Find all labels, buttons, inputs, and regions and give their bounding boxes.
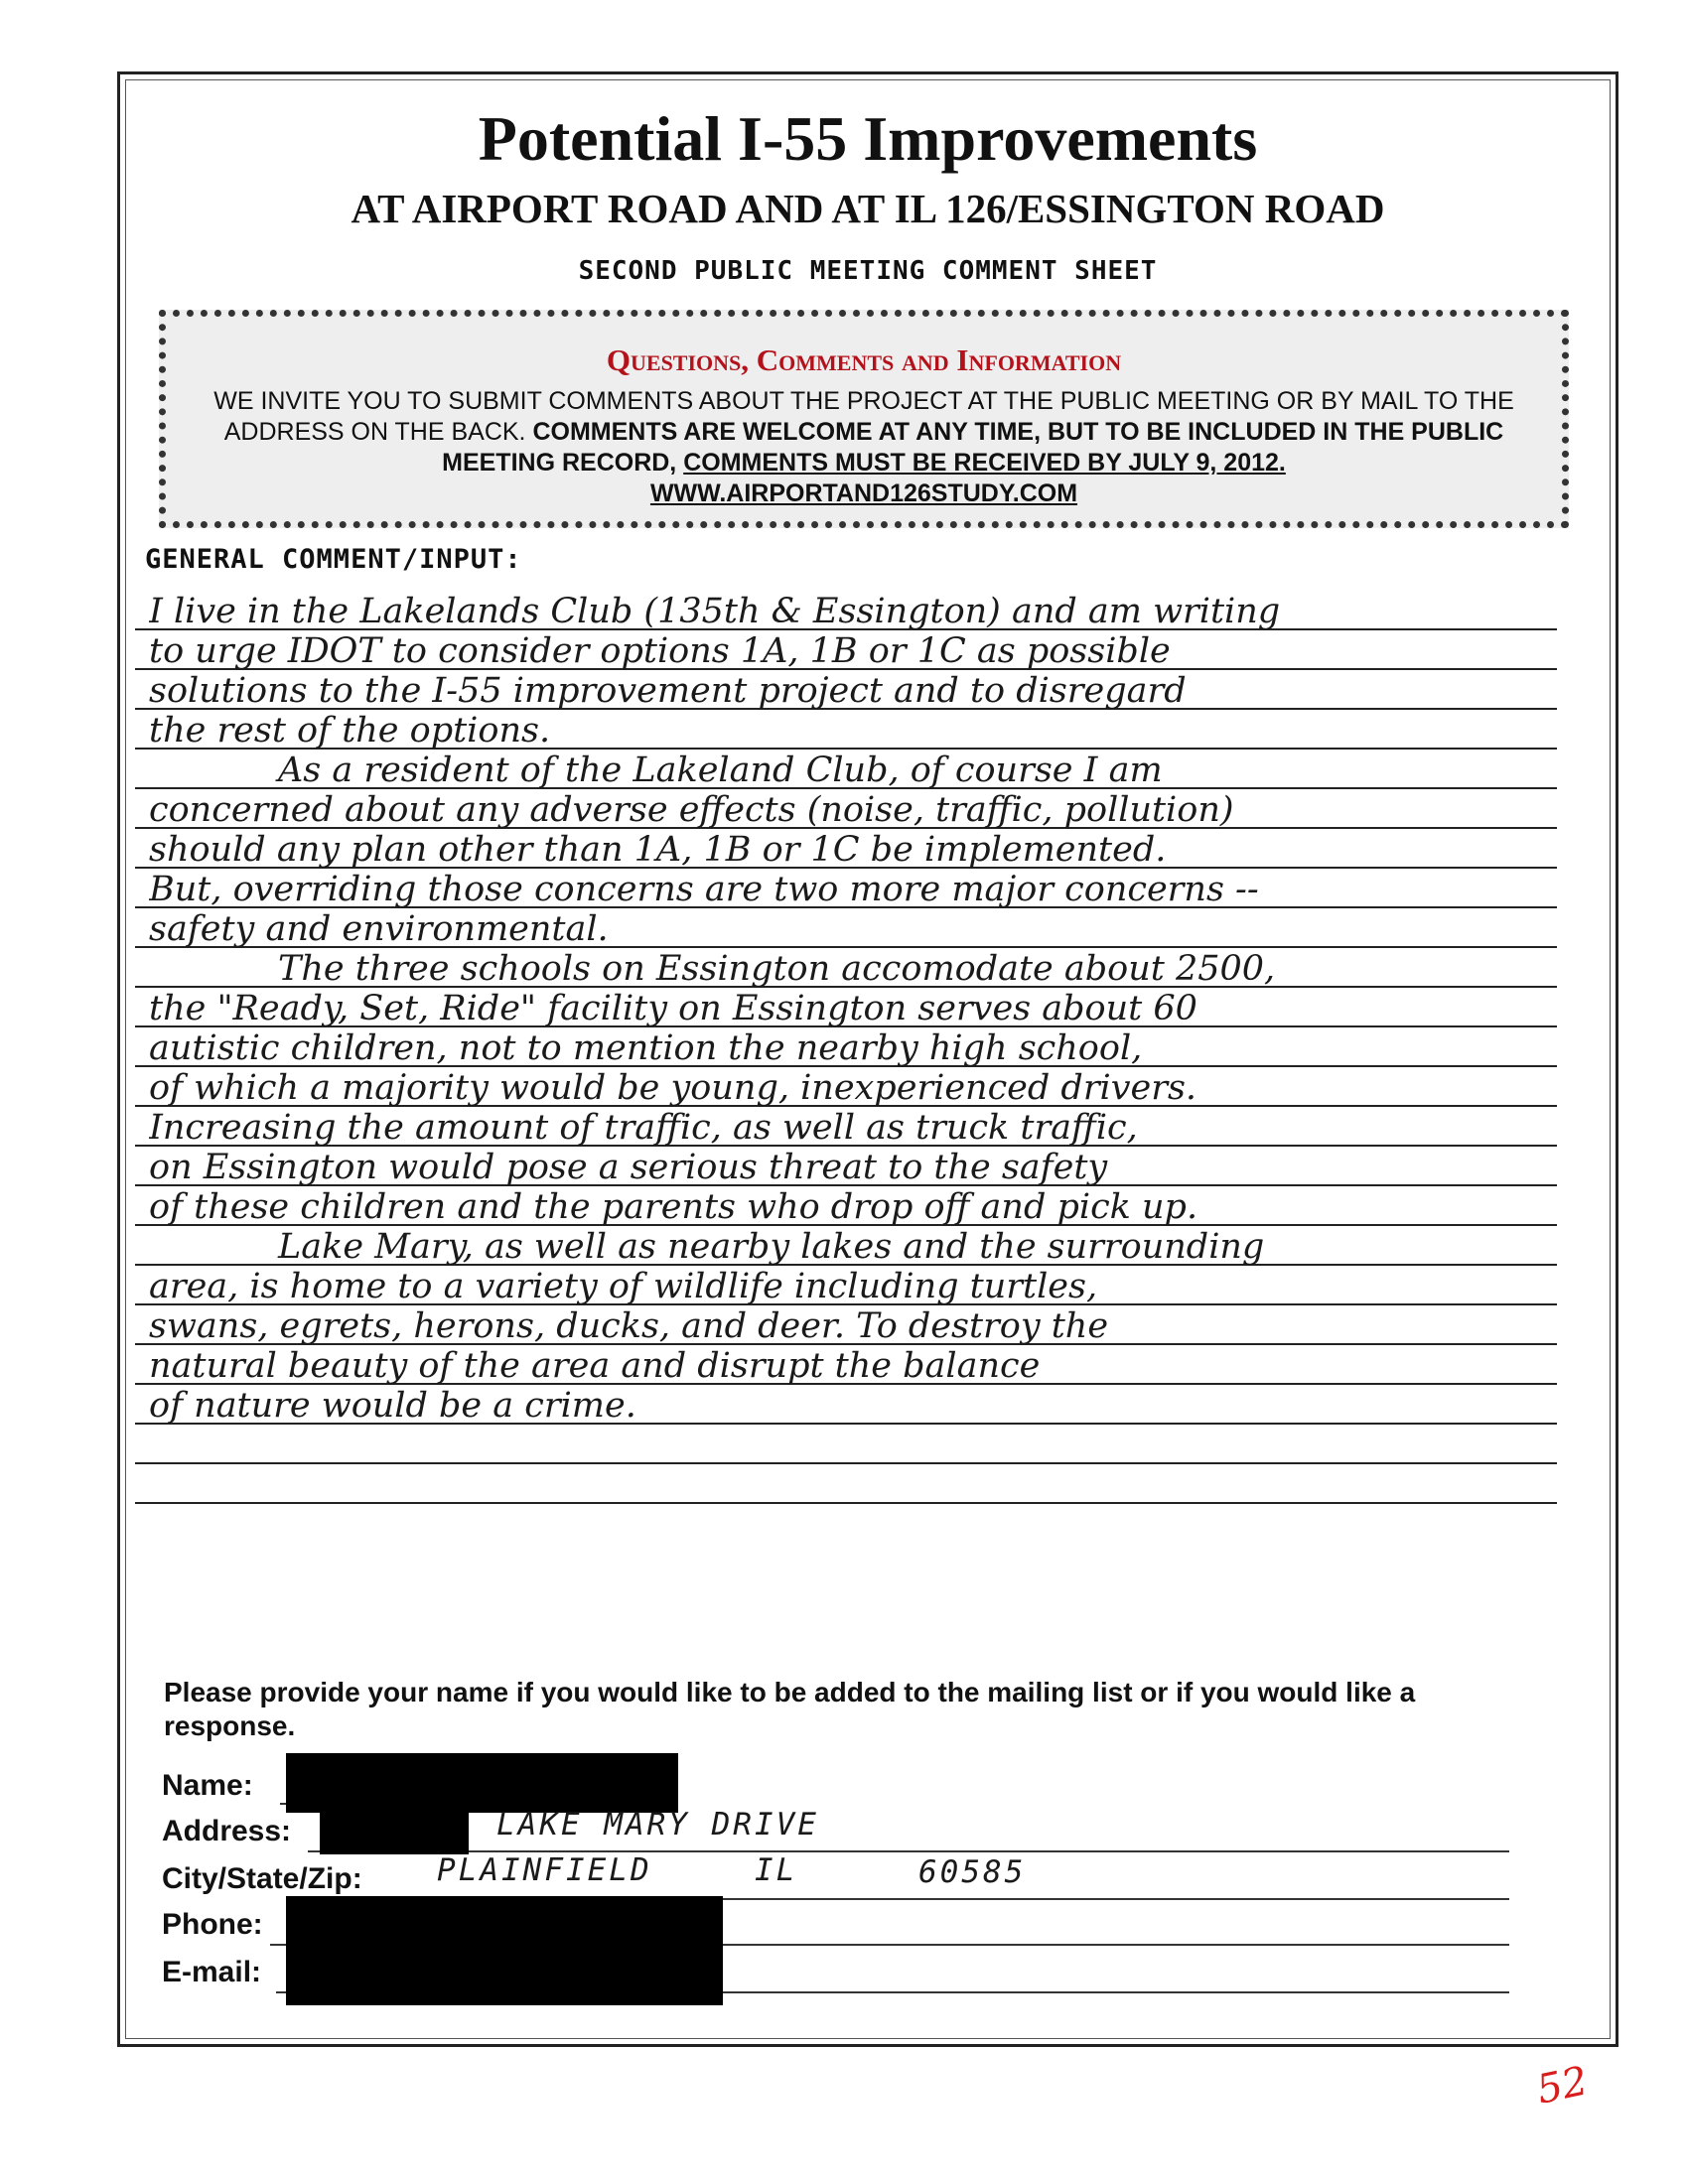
comment-rule (135, 1462, 1557, 1464)
page-number-mark: 52 (1532, 2058, 1593, 2114)
info-text-invite: WE INVITE YOU TO SUBMIT COMMENTS ABOUT THE PROJECT AT THE PUBLIC MEETING OR BY MAIL TO THE ADDRESS ON THE BACK. (213, 387, 1514, 446)
zip-value: 60585 (918, 1854, 1027, 1890)
phone-email-redaction (286, 1896, 723, 2005)
info-box-title: Questions, Comments and Information (606, 342, 1122, 377)
comment-line: area, is home to a variety of wildlife including turtles, (149, 1267, 1098, 1306)
address-redaction (320, 1805, 469, 1854)
info-box-body (196, 386, 1532, 509)
comment-line: on Essington would pose a serious threat to the safety (149, 1148, 1108, 1187)
comment-line: Lake Mary, as well as nearby lakes and the surrounding (278, 1227, 1265, 1267)
website-link[interactable]: WWW.AIRPORTAND126STUDY.COM (649, 479, 1078, 507)
page-title: Potential I-55 Improvements (478, 103, 1258, 174)
address-value: LAKE MARY DRIVE (496, 1807, 819, 1843)
comment-line: natural beauty of the area and disrupt the balance (149, 1346, 1041, 1386)
city-state-zip-label: City/State/Zip: (162, 1862, 362, 1895)
comment-line: of nature would be a crime. (149, 1386, 636, 1426)
comment-line: to urge IDOT to consider options 1A, 1B or 1C as possible (149, 631, 1171, 671)
comment-line: the rest of the options. (149, 711, 551, 751)
info-box (159, 310, 1569, 528)
comment-line: I live in the Lakelands Club (135th & Essington) and am writing (149, 592, 1281, 631)
comment-line: of which a majority would be young, inexperienced drivers. (149, 1068, 1197, 1108)
comment-line: should any plan other than 1A, 1B or 1C be implemented. (149, 830, 1167, 870)
comment-line: the "Ready, Set, Ride" facility on Essington serves about 60 (149, 989, 1197, 1028)
phone-label: Phone: (162, 1908, 263, 1941)
city-value: PLAINFIELD (437, 1852, 652, 1888)
comment-line: of these children and the parents who drop off and pick up. (149, 1187, 1198, 1227)
sheet-heading: SECOND PUBLIC MEETING COMMENT SHEET (578, 256, 1158, 286)
state-value: IL (755, 1852, 798, 1888)
general-comment-label: GENERAL COMMENT/INPUT: (145, 544, 522, 575)
comment-line: concerned about any adverse effects (noise, traffic, pollution) (149, 790, 1234, 830)
address-label: Address: (162, 1815, 292, 1847)
name-label: Name: (162, 1769, 253, 1802)
page-subtitle: AT AIRPORT ROAD AND AT IL 126/ESSINGTON ROAD (351, 186, 1385, 231)
comment-line: As a resident of the Lakeland Club, of course I am (278, 751, 1163, 790)
comment-line: autistic children, not to mention the nearby high school, (149, 1028, 1143, 1068)
comment-line: But, overriding those concerns are two more major concerns -- (149, 870, 1259, 909)
info-text-deadline: COMMENTS MUST BE RECEIVED BY JULY 9, 2012. (683, 449, 1286, 477)
comment-line: Increasing the amount of traffic, as well as truck traffic, (149, 1108, 1138, 1148)
comment-line: swans, egrets, herons, ducks, and deer. To destroy the (149, 1306, 1109, 1346)
email-label: E-mail: (162, 1956, 262, 1988)
comment-line: The three schools on Essington accomodate about 2500, (278, 949, 1276, 989)
comment-line: safety and environmental. (149, 909, 609, 949)
mailing-list-note: Please provide your name if you would like to be added to the mailing list or if you would like a response. (164, 1677, 1416, 1741)
info-text-welcome: COMMENTS ARE WELCOME AT ANY TIME, BUT TO BE INCLUDED IN THE PUBLIC MEETING RECORD, (442, 418, 1504, 477)
name-redaction (286, 1753, 678, 1813)
comment-rule (135, 1502, 1557, 1504)
comment-line: solutions to the I-55 improvement project and to disregard (149, 671, 1187, 711)
